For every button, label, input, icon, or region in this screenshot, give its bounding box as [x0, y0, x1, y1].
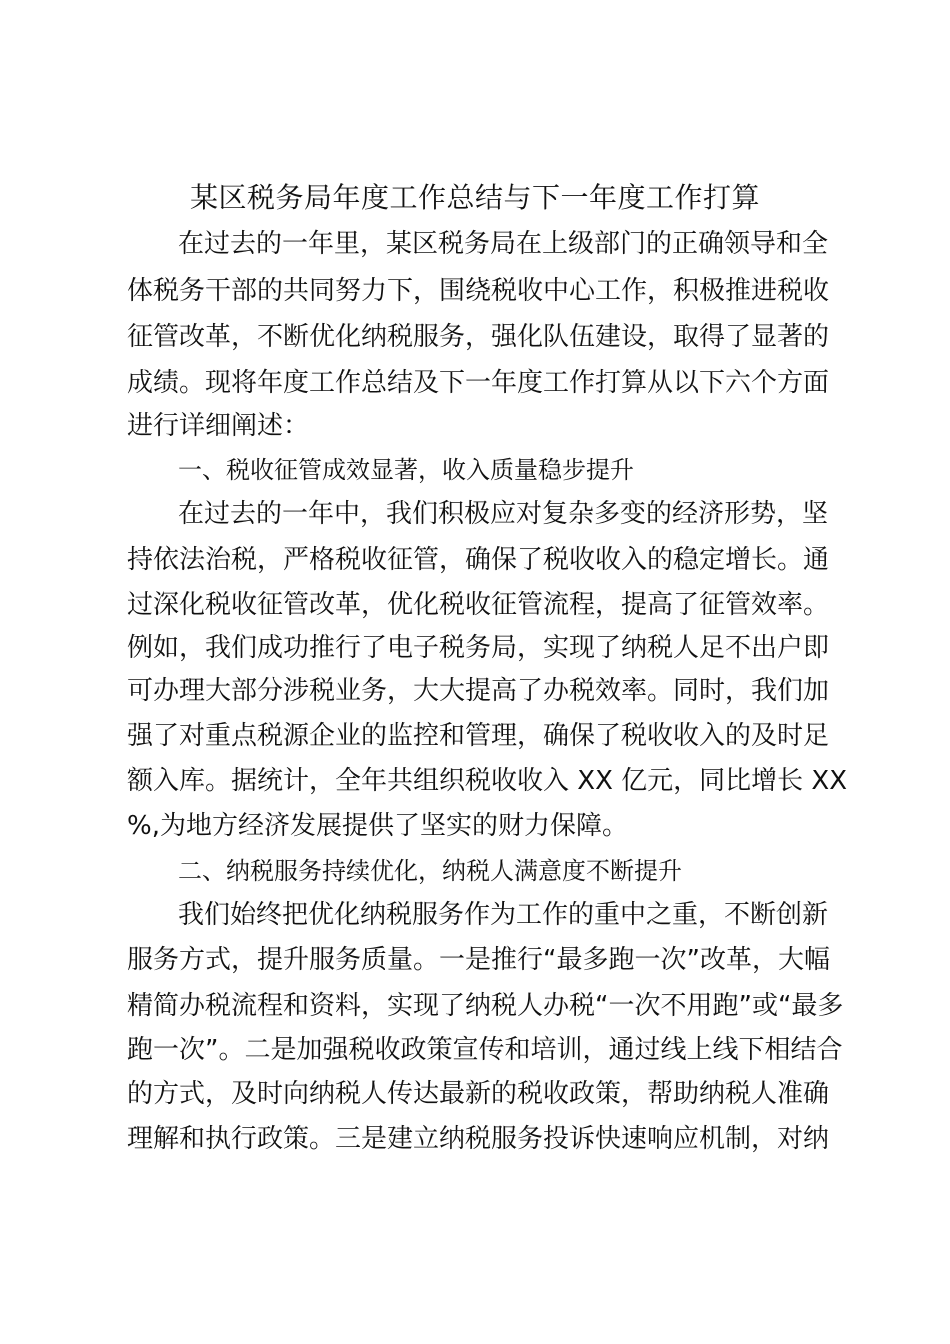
paragraph-line: 服务方式，提升服务质量。一是推行“最多跑一次”改革，大幅 [127, 945, 830, 975]
paragraph-line: 例如，我们成功推行了电子税务局，实现了纳税人足不出户即 [127, 633, 830, 663]
paragraph-line: %,为地方经济发展提供了坚实的财力保障。 [127, 811, 628, 841]
paragraph-line: 强了对重点税源企业的监控和管理，确保了税收收入的及时足 [127, 721, 830, 751]
paragraph-line: 进行详细阐述： [127, 411, 310, 441]
paragraph-line: 体税务干部的共同努力下，围绕税收中心工作，积极推进税收 [127, 276, 830, 306]
section-heading: 二、纳税服务持续优化，纳税人满意度不断提升 [178, 857, 682, 885]
paragraph-line: 精简办税流程和资料，实现了纳税人办税“一次不用跑”或“最多 [127, 991, 844, 1021]
paragraph-line: 成绩。现将年度工作总结及下一年度工作打算从以下六个方面 [127, 368, 830, 398]
paragraph-line: 我们始终把优化纳税服务作为工作的重中之重，不断创新 [178, 900, 829, 930]
paragraph-line: 过深化税收征管改革，优化税收征管流程，提高了征管效率。 [127, 590, 830, 620]
paragraph-line: 理解和执行政策。三是建立纳税服务投诉快速响应机制，对纳 [127, 1124, 830, 1154]
paragraph-line: 额入库。据统计，全年共组织税收收入 XX 亿元，同比增长 XX [127, 766, 848, 796]
document-title: 某区税务局年度工作总结与下一年度工作打算 [190, 181, 761, 214]
paragraph-line: 跑一次”。二是加强税收政策宣传和培训，通过线上线下相结合 [127, 1035, 843, 1065]
paragraph-line: 征管改革，不断优化纳税服务，强化队伍建设，取得了显著的 [127, 322, 830, 352]
paragraph-line: 可办理大部分涉税业务，大大提高了办税效率。同时，我们加 [127, 676, 830, 706]
section-heading: 一、税收征管成效显著，收入质量稳步提升 [178, 456, 634, 484]
paragraph-line: 的方式，及时向纳税人传达最新的税收政策，帮助纳税人准确 [127, 1079, 830, 1109]
paragraph-line: 在过去的一年里，某区税务局在上级部门的正确领导和全 [178, 229, 829, 259]
paragraph-line: 持依法治税，严格税收征管，确保了税收收入的稳定增长。通 [127, 545, 830, 575]
paragraph-line: 在过去的一年中，我们积极应对复杂多变的经济形势，坚 [178, 499, 829, 529]
